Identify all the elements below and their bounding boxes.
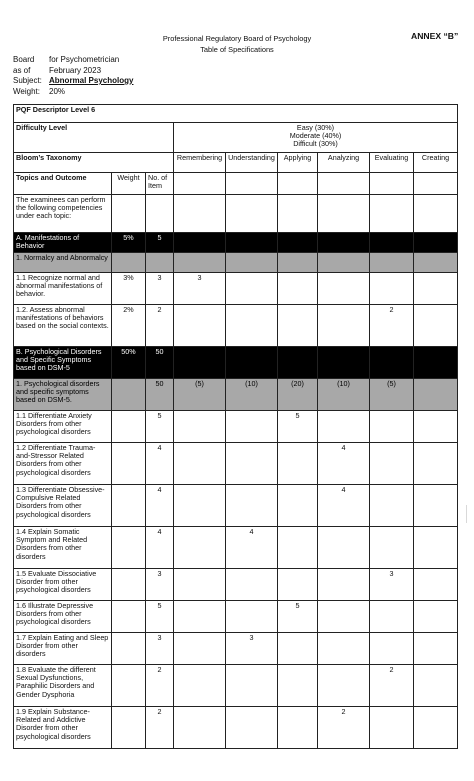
table-row (14, 707, 458, 749)
level-cell (414, 273, 458, 305)
level-cell (318, 601, 370, 633)
blooms-creating: Creating (414, 153, 458, 173)
table-row (14, 665, 458, 707)
difficulty-difficult: Difficult (30%) (293, 139, 338, 149)
level-cell (278, 347, 318, 379)
level-cell (278, 305, 318, 347)
level-cell (370, 707, 414, 749)
weight-cell (112, 527, 146, 569)
level-cell: 5 (278, 411, 318, 443)
empty-cell (278, 173, 318, 195)
meta-label: Subject: (13, 76, 42, 85)
empty-cell (414, 195, 458, 233)
meta-label: Board (13, 55, 35, 64)
level-cell (318, 305, 370, 347)
topic-cell: 1. Psychological disorders and specific symptoms based on DSM-5. (14, 379, 112, 411)
level-cell (414, 379, 458, 411)
meta-value: 20% (49, 86, 66, 96)
empty-cell (146, 195, 174, 233)
items-cell (146, 253, 174, 273)
level-cell (370, 273, 414, 305)
level-cell: 3 (174, 273, 226, 305)
empty-cell (174, 173, 226, 195)
empty-cell (112, 195, 146, 233)
level-cell (174, 665, 226, 707)
items-cell: 3 (146, 633, 174, 665)
items-cell: 4 (146, 527, 174, 569)
empty-cell (226, 173, 278, 195)
level-cell (226, 569, 278, 601)
level-cell (278, 569, 318, 601)
meta-row-board (13, 55, 133, 66)
weight-cell (112, 379, 146, 411)
table-row (14, 569, 458, 601)
blooms-evaluating: Evaluating (370, 153, 414, 173)
items-cell: 5 (146, 601, 174, 633)
weight-cell: 2% (112, 305, 146, 347)
level-cell: 3 (226, 633, 278, 665)
weight-cell (112, 411, 146, 443)
table-row (14, 253, 458, 273)
items-cell: 4 (146, 443, 174, 485)
weight-cell (112, 485, 146, 527)
weight-cell: 3% (112, 273, 146, 305)
level-cell (370, 411, 414, 443)
items-cell: 5 (146, 411, 174, 443)
level-cell (278, 707, 318, 749)
weight-cell (112, 633, 146, 665)
level-cell (318, 253, 370, 273)
level-cell (414, 601, 458, 633)
level-cell (278, 273, 318, 305)
table-row (14, 411, 458, 443)
descriptor-row (14, 105, 458, 123)
topic-cell: 1.3 Differentiate Obsessive-Compulsive Related Disorders from other psychological disorders (14, 485, 112, 527)
items-cell: 50 (146, 347, 174, 379)
items-cell: 50 (146, 379, 174, 411)
level-cell (414, 253, 458, 273)
weight-cell: 5% (112, 233, 146, 253)
page-edge-mark (466, 505, 474, 523)
topic-cell: B. Psychological Disorders and Specific Symptoms based on DSM-5 (14, 347, 112, 379)
level-cell: 4 (318, 443, 370, 485)
col-topics: Topics and Outcome (14, 173, 112, 195)
level-cell (174, 569, 226, 601)
topic-cell: A. Manifestations of Behavior (14, 233, 112, 253)
table-row (14, 601, 458, 633)
level-cell: 4 (318, 485, 370, 527)
intro-text: The examinees can perform the following competencies under each topic: (14, 195, 112, 233)
difficulty-row (14, 123, 458, 153)
level-cell (226, 233, 278, 253)
level-cell (226, 273, 278, 305)
level-cell: 2 (370, 305, 414, 347)
level-cell: 3 (370, 569, 414, 601)
table-row (14, 347, 458, 379)
level-cell (414, 707, 458, 749)
level-cell (174, 347, 226, 379)
level-cell (278, 485, 318, 527)
items-cell: 2 (146, 665, 174, 707)
topic-cell: 1.9 Explain Substance-Related and Addictive Disorder from other psychological disorders (14, 707, 112, 749)
level-cell (226, 485, 278, 527)
weight-cell (112, 569, 146, 601)
blooms-analyzing: Analyzing (318, 153, 370, 173)
items-cell: 3 (146, 569, 174, 601)
table-row (14, 633, 458, 665)
difficulty-label: Difficulty Level (14, 123, 174, 153)
topic-cell: 1. Normalcy and Abnormalcy (14, 253, 112, 273)
topic-cell: 1.2. Assess abnormal manifestations of behaviors based on the social contexts. (14, 305, 112, 347)
level-cell (414, 305, 458, 347)
level-cell (278, 253, 318, 273)
level-cell (226, 347, 278, 379)
level-cell (370, 527, 414, 569)
level-cell (414, 443, 458, 485)
level-cell (174, 233, 226, 253)
empty-cell (370, 173, 414, 195)
topic-cell: 1.6 Illustrate Depressive Disorders from other psychological disorders (14, 601, 112, 633)
level-cell: (5) (174, 379, 226, 411)
document-title: Table of Specifications (200, 45, 274, 54)
level-cell (174, 707, 226, 749)
meta-block (13, 55, 133, 97)
level-cell (370, 601, 414, 633)
level-cell (318, 633, 370, 665)
board-title: Professional Regulatory Board of Psychology (162, 34, 312, 43)
level-cell: (5) (370, 379, 414, 411)
level-cell (174, 485, 226, 527)
table-row (14, 527, 458, 569)
intro-row (14, 195, 458, 233)
meta-label: as of (13, 65, 31, 75)
level-cell (174, 253, 226, 273)
level-cell (414, 347, 458, 379)
difficulty-values (174, 123, 458, 153)
level-cell (174, 527, 226, 569)
level-cell: (10) (226, 379, 278, 411)
table-row (14, 305, 458, 347)
level-cell (226, 665, 278, 707)
blooms-row (14, 153, 458, 173)
topic-cell: 1.7 Explain Eating and Sleep Disorder from other disorders (14, 633, 112, 665)
meta-value: for Psychometrician (49, 55, 120, 64)
meta-row-weight (13, 87, 133, 98)
level-cell (370, 633, 414, 665)
topic-cell: 1.1 Recognize normal and abnormal manifestations of behavior. (14, 273, 112, 305)
items-cell: 2 (146, 707, 174, 749)
difficulty-moderate: Moderate (40%) (289, 131, 342, 141)
column-header-row (14, 173, 458, 195)
weight-cell (112, 665, 146, 707)
col-items: No. of Item (146, 173, 174, 195)
level-cell (278, 633, 318, 665)
level-cell (318, 527, 370, 569)
level-cell (370, 347, 414, 379)
level-cell (414, 233, 458, 253)
topic-cell: 1.4 Explain Somatic Symptom and Related Disorders from other disorders (14, 527, 112, 569)
level-cell (318, 411, 370, 443)
empty-cell (318, 173, 370, 195)
level-cell (414, 485, 458, 527)
level-cell: 4 (226, 527, 278, 569)
meta-row-date (13, 66, 133, 77)
weight-cell (112, 253, 146, 273)
items-cell: 4 (146, 485, 174, 527)
difficulty-easy: Easy (30%) (296, 123, 335, 132)
topic-cell: 1.8 Evaluate the different Sexual Dysfunctions, Paraphilic Disorders and Gender Dysphoria (14, 665, 112, 707)
level-cell (226, 601, 278, 633)
blooms-remembering: Remembering (174, 153, 226, 173)
level-cell (174, 443, 226, 485)
level-cell (370, 253, 414, 273)
blooms-label: Bloom’s Taxonomy (14, 153, 174, 173)
level-cell: 2 (318, 707, 370, 749)
level-cell: 5 (278, 601, 318, 633)
level-cell (370, 443, 414, 485)
col-weight: Weight (112, 173, 146, 195)
specifications-table (13, 104, 458, 749)
descriptor-label: PQF Descriptor Level 6 (14, 105, 458, 123)
level-cell (226, 253, 278, 273)
level-cell (370, 485, 414, 527)
level-cell (226, 411, 278, 443)
blooms-understanding: Understanding (226, 153, 278, 173)
level-cell (414, 633, 458, 665)
level-cell (414, 665, 458, 707)
weight-cell (112, 443, 146, 485)
empty-cell (226, 195, 278, 233)
level-cell (174, 305, 226, 347)
empty-cell (370, 195, 414, 233)
level-cell: 2 (370, 665, 414, 707)
level-cell: (20) (278, 379, 318, 411)
level-cell (174, 601, 226, 633)
table-row (14, 379, 458, 411)
empty-cell (318, 195, 370, 233)
weight-cell: 50% (112, 347, 146, 379)
topic-cell: 1.2 Differentiate Trauma-and-Stressor Related Disorders from other psychological disorders (14, 443, 112, 485)
level-cell (278, 233, 318, 253)
items-cell: 2 (146, 305, 174, 347)
level-cell (414, 527, 458, 569)
level-cell (318, 273, 370, 305)
level-cell: (10) (318, 379, 370, 411)
meta-row-subject (13, 76, 133, 87)
level-cell (318, 347, 370, 379)
level-cell (226, 305, 278, 347)
level-cell (226, 443, 278, 485)
level-cell (278, 527, 318, 569)
level-cell (414, 569, 458, 601)
weight-cell (112, 601, 146, 633)
level-cell (370, 233, 414, 253)
level-cell (318, 569, 370, 601)
table-row (14, 485, 458, 527)
level-cell (226, 707, 278, 749)
items-cell: 5 (146, 233, 174, 253)
table-row (14, 273, 458, 305)
topic-cell: 1.1 Differentiate Anxiety Disorders from other psychological disorders (14, 411, 112, 443)
topic-cell: 1.5 Evaluate Dissociative Disorder from other psychological disorders (14, 569, 112, 601)
level-cell (318, 665, 370, 707)
level-cell (414, 411, 458, 443)
meta-label: Weight: (13, 86, 40, 96)
level-cell (318, 233, 370, 253)
meta-value: February 2023 (49, 65, 102, 75)
items-cell: 3 (146, 273, 174, 305)
table-row (14, 233, 458, 253)
blooms-applying: Applying (278, 153, 318, 173)
level-cell (174, 633, 226, 665)
annex-label: ANNEX “B” (411, 31, 459, 41)
table-row (14, 443, 458, 485)
empty-cell (414, 173, 458, 195)
level-cell (278, 443, 318, 485)
weight-cell (112, 707, 146, 749)
meta-value-subject: Abnormal Psychology (49, 76, 134, 85)
empty-cell (278, 195, 318, 233)
level-cell (278, 665, 318, 707)
level-cell (174, 411, 226, 443)
empty-cell (174, 195, 226, 233)
